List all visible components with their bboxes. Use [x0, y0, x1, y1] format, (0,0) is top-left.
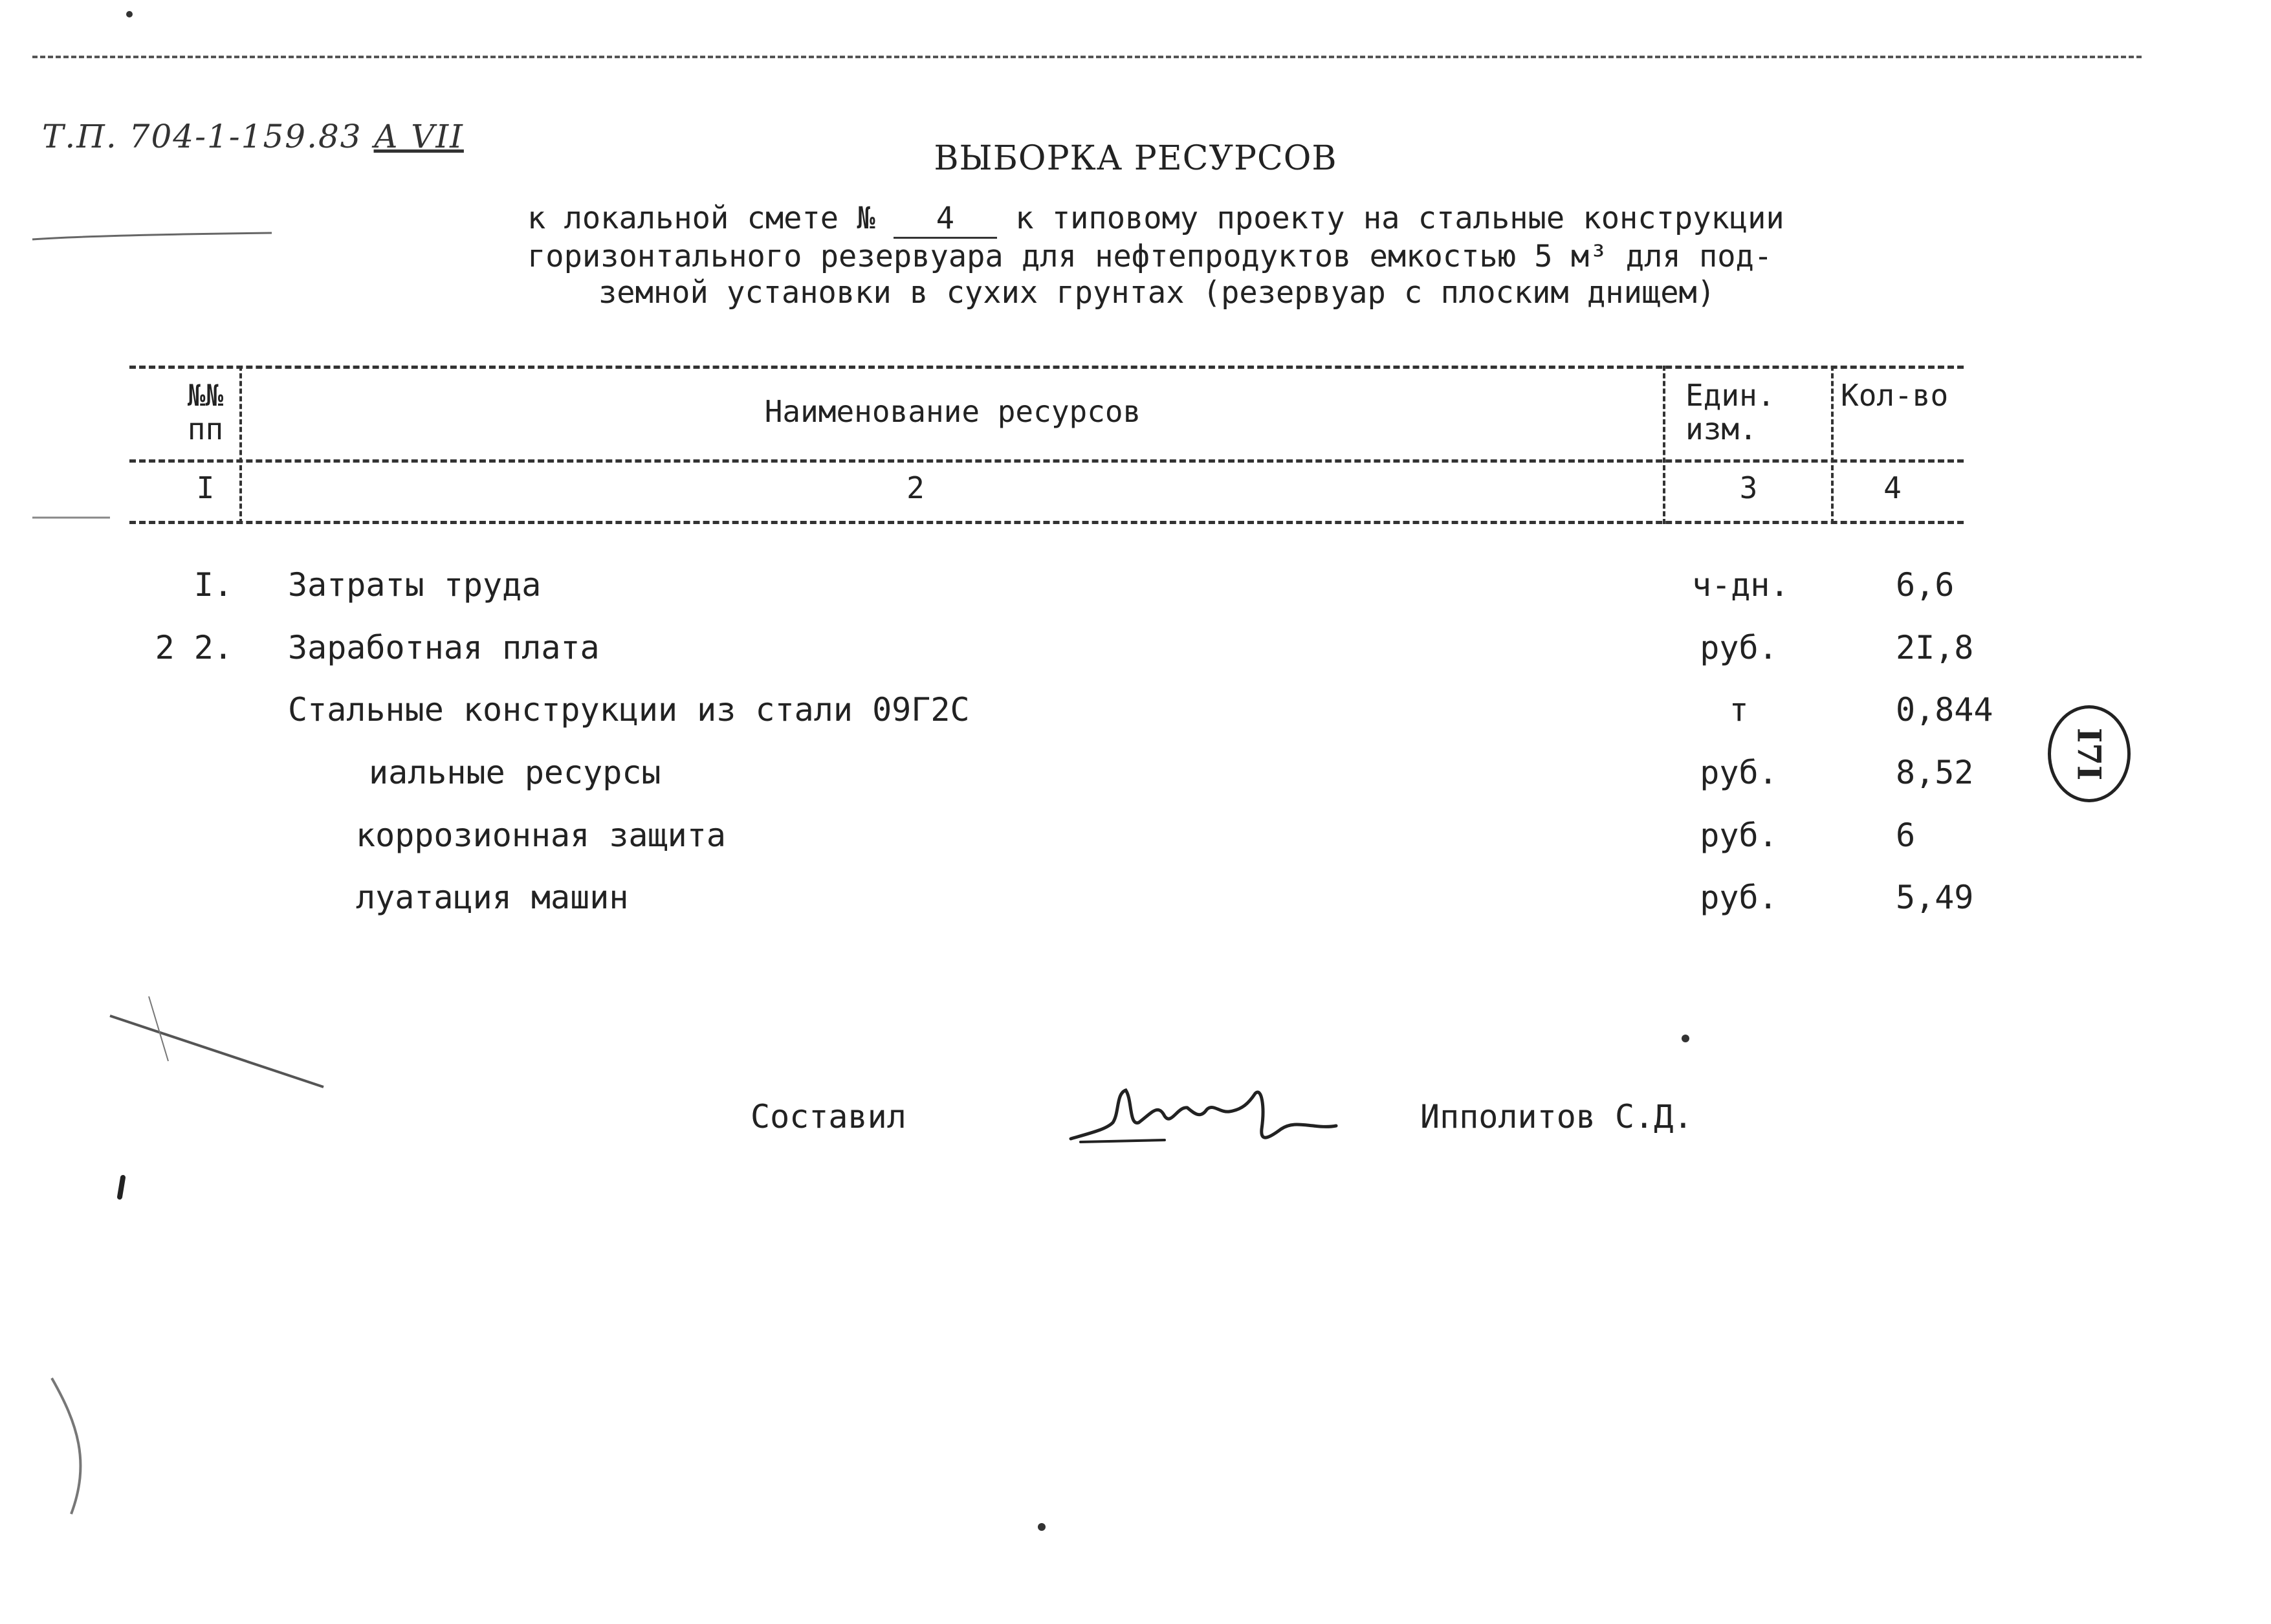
- table-row: [0, 754, 2271, 793]
- table-row: [0, 817, 2271, 855]
- resource-name: луатация машин: [356, 879, 629, 916]
- smeta-number: 4: [894, 201, 997, 239]
- page-title: ВЫБОРКА РЕСУРСОВ: [934, 139, 1337, 178]
- column-header-name: Наименование ресурсов: [764, 394, 1141, 429]
- resource-quantity: 2I,8: [1896, 629, 1974, 666]
- project-code: Т.П. 704-1-159.83: [42, 118, 362, 155]
- table-row: [0, 566, 2271, 605]
- resource-quantity: 5,49: [1896, 879, 1974, 916]
- resource-name: коррозионная защита: [356, 817, 726, 854]
- resource-quantity: 6: [1896, 817, 1916, 854]
- table-top-rule: [129, 366, 1964, 369]
- column-header-number: №№ пп: [187, 378, 224, 446]
- column-divider-1: [239, 366, 242, 524]
- resource-name: Заработная плата: [288, 629, 600, 666]
- column-number-2: 2: [906, 470, 925, 505]
- resource-quantity: 8,52: [1896, 754, 1974, 791]
- column-number-4: 4: [1883, 470, 1902, 505]
- resource-quantity: 6,6: [1896, 566, 1955, 604]
- subtitle-line-3: земной установки в сухих грунтах (резервуар с плоским днищем): [598, 275, 1716, 311]
- resource-name: Стальные конструкции из стали 09Г2С: [288, 691, 970, 729]
- table-bottom-rule: [129, 521, 1964, 524]
- subtitle-line-1: к локальной смете № 4 к типовому проекту на стальные конструкции: [527, 201, 1784, 239]
- subtitle-block: [527, 201, 1784, 311]
- resource-name: Затраты труда: [288, 566, 542, 604]
- column-number-3: 3: [1739, 470, 1758, 505]
- table-row: [0, 691, 2271, 730]
- subtitle-line-2: горизонтального резервуара для нефтепродуктов емкостью 5 м³ для под-: [527, 239, 1773, 274]
- column-divider-3: [1831, 366, 1834, 524]
- page-number: I7I: [2070, 727, 2109, 780]
- table-row: [0, 629, 2271, 668]
- row-index: I.: [193, 566, 233, 604]
- resource-unit: ч-дн.: [1692, 566, 1790, 604]
- resource-unit: т: [1729, 691, 1749, 729]
- page-number-stamp: [2048, 705, 2131, 802]
- column-header-quantity: Кол-во: [1841, 378, 1949, 413]
- resource-name: иальные ресурсы: [369, 754, 661, 791]
- resource-unit: руб.: [1700, 629, 1778, 666]
- resource-unit: руб.: [1700, 879, 1778, 916]
- row-index: 2 2.: [155, 629, 233, 666]
- table-row: [0, 879, 2271, 917]
- column-header-unit: Един. изм.: [1685, 378, 1775, 446]
- resource-unit: руб.: [1700, 754, 1778, 791]
- album-number: А VII: [373, 118, 464, 155]
- author-name: Ипполитов С.Д.: [1420, 1098, 1693, 1136]
- composed-by-label: Составил: [751, 1098, 906, 1136]
- column-number-1: I: [196, 470, 215, 505]
- scan-top-rule: [32, 56, 2142, 58]
- resource-unit: руб.: [1700, 817, 1778, 854]
- resource-quantity: 0,844: [1896, 691, 1993, 729]
- column-divider-2: [1663, 366, 1665, 524]
- table-header-rule: [129, 459, 1964, 463]
- signature-image: [1068, 1068, 1339, 1152]
